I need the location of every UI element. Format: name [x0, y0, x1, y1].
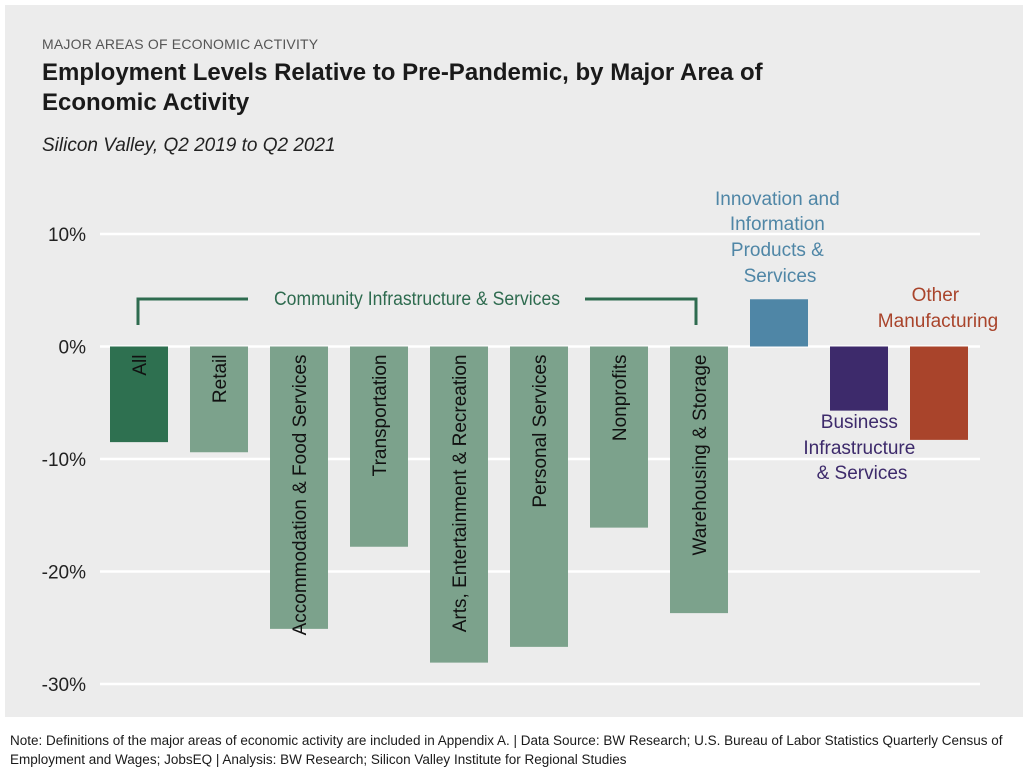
bar — [910, 347, 968, 440]
y-tick-label: -30% — [41, 675, 86, 696]
y-tick-label: 10% — [47, 225, 86, 246]
bar-category-label: Personal Services — [530, 354, 551, 508]
bar-category-label: Retail — [210, 354, 231, 404]
footnote: Note: Definitions of the major areas of economic activity are included in Appendix A. | Data Source: BW Research; U.S. Bureau of Labor Statistics Quarterly Census of Employment and Wages; JobsEQ | Analysis: BW Research; Silicon Valley Institute for Regional Studies — [10, 733, 1003, 767]
bar — [750, 299, 808, 346]
bar-category-label: All — [130, 354, 151, 376]
bar-category-label: Nonprofits — [610, 354, 631, 442]
section-kicker: MAJOR AREAS OF ECONOMIC ACTIVITY — [42, 36, 319, 52]
community-group-label: Community Infrastructure & Services — [274, 289, 560, 310]
group-bracket — [138, 289, 696, 325]
y-axis-ticks — [42, 225, 86, 696]
chart-title: Employment Levels Relative to Pre-Pandemic, by Major Area of Economic Activity — [42, 59, 763, 116]
y-tick-label: 0% — [58, 337, 86, 359]
bar-category-label: Accommodation & Food Services — [290, 354, 311, 636]
bar — [830, 347, 888, 411]
manufacturing-group-label: Other Manufacturing — [877, 285, 999, 332]
innovation-group-label: Innovation and Information Products & Services — [715, 189, 840, 287]
y-tick-label: -10% — [41, 450, 86, 471]
business-group-label: Business Infrastructure & Services — [803, 412, 916, 484]
chart-subtitle: Silicon Valley, Q2 2019 to Q2 2021 — [42, 135, 336, 156]
bar-category-label: Warehousing & Storage — [690, 354, 711, 556]
bar-category-label: Transportation — [370, 354, 391, 477]
bar-category-label: Arts, Entertainment & Recreation — [450, 354, 471, 633]
y-tick-label: -20% — [41, 562, 86, 584]
